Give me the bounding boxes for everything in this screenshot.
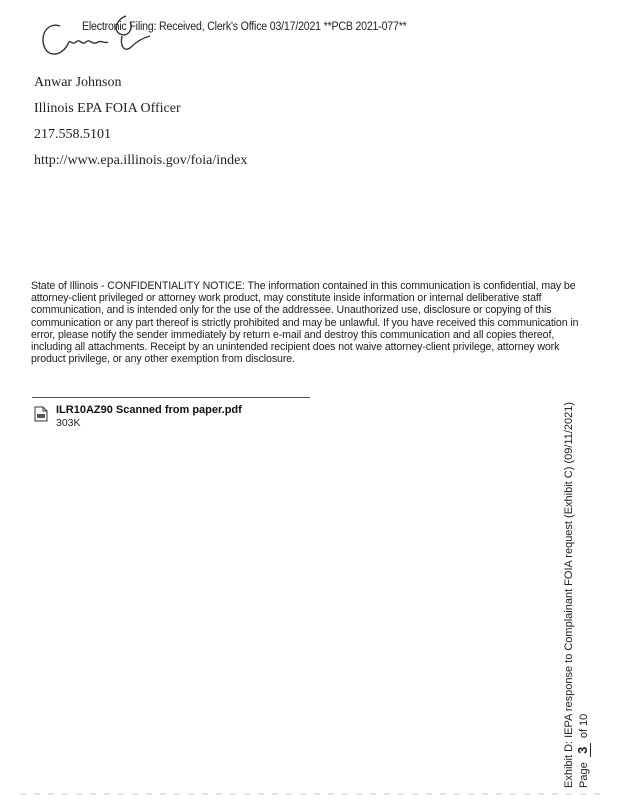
officer-phone: 217.558.5101 xyxy=(34,127,111,142)
attachment-size: 303K xyxy=(56,417,81,429)
attachment-divider xyxy=(32,397,310,398)
officer-name: Anwar Johnson xyxy=(34,75,122,90)
page-prefix: Page xyxy=(578,762,590,788)
page-indicator xyxy=(576,402,591,788)
page-number: 3 xyxy=(576,743,591,757)
pdf-file-icon xyxy=(34,406,48,422)
scan-artifact xyxy=(20,793,600,795)
attachment-filename[interactable]: ILR10AZ90 Scanned from paper.pdf xyxy=(56,404,242,416)
page-suffix: of 10 xyxy=(578,713,590,739)
exhibit-label xyxy=(562,402,591,788)
foia-url[interactable]: http://www.epa.illinois.gov/foia/index xyxy=(34,153,248,168)
signature-block xyxy=(34,72,247,176)
officer-title: Illinois EPA FOIA Officer xyxy=(34,101,181,116)
confidentiality-notice: State of Illinois - CONFIDENTIALITY NOTICE: The information contained in this communication is confidential, may be attorney-client privileged or attorney work product, may constitute inside information or internal deliberative staff communication, and is intended only for the use of the addressee. Unauthorized use, disclosure or copying of this communication or any part thereof is strictly prohibited and may be unlawful. If you have received this communication in error, please notify the sender immediately by return e-mail and destroy this communication and all copies thereof, including all attachments. Receipt by an unintended recipient does not waive attorney-client privilege, attorney work product privilege, or any other exemption from disclosure. xyxy=(31,280,579,366)
exhibit-description: Exhibit D: IEPA response to Complainant FOIA request (Exhibit C) (09/11/2021) xyxy=(563,401,575,788)
handwritten-signature xyxy=(38,12,158,62)
filing-stamp: Electronic Filing: Received, Clerk's Office 03/17/2021 **PCB 2021-077** xyxy=(82,21,407,33)
